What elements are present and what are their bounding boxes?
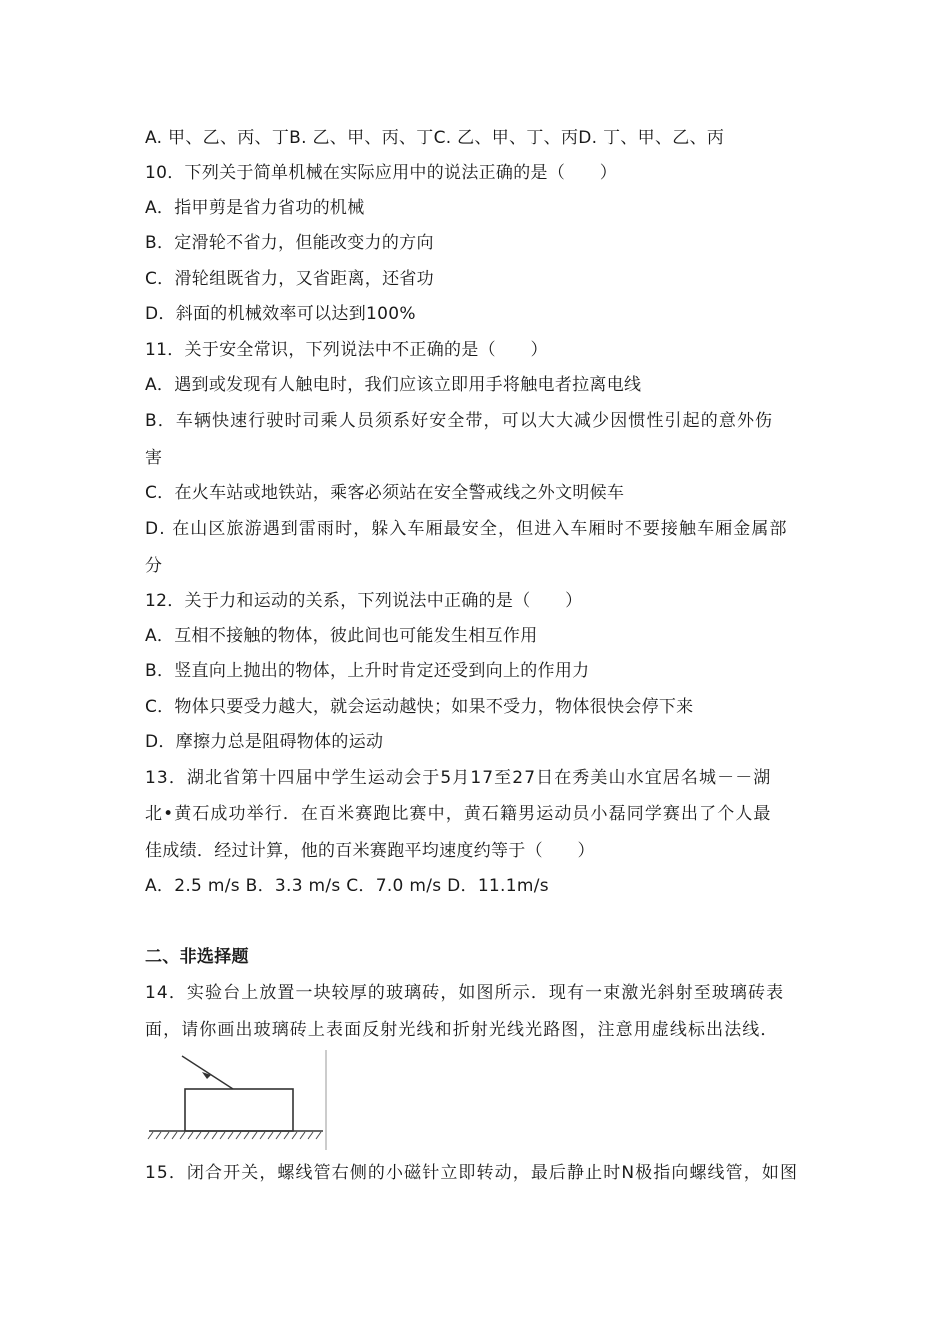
table-hatching xyxy=(148,1132,321,1139)
q9-options: A. 甲、乙、丙、丁B. 乙、甲、丙、丁C. 乙、甲、丁、丙D. 丁、甲、乙、丙 xyxy=(145,128,725,148)
glass-brick xyxy=(185,1089,293,1131)
q11-stem: 11．关于安全常识，下列说法中不正确的是（ ） xyxy=(145,340,548,360)
q11-option-d-line2: 分 xyxy=(145,556,163,576)
q13-stem-line1: 13．湖北省第十四届中学生运动会于5月17至27日在秀美山水宜居名城－－湖 xyxy=(145,768,772,788)
q14-stem-line1: 14．实验台上放置一块较厚的玻璃砖，如图所示．现有一束激光斜射至玻璃砖表 xyxy=(145,983,785,1003)
q13-stem-line2: 北•黄石成功举行．在百米赛跑比赛中，黄石籍男运动员小磊同学赛出了个人最 xyxy=(145,804,772,824)
q10-option-b: B．定滑轮不省力，但能改变力的方向 xyxy=(145,233,434,253)
q11-option-a: A．遇到或发现有人触电时，我们应该立即用手将触电者拉离电线 xyxy=(145,375,642,395)
q11-option-b-line1: B．车辆快速行驶时司乘人员须系好安全带，可以大大减少因惯性引起的意外伤 xyxy=(145,411,774,431)
q12-option-b: B．竖直向上抛出的物体，上升时肯定还受到向上的作用力 xyxy=(145,661,590,681)
section-title: 二、非选择题 xyxy=(145,947,249,967)
q10-option-d: D．斜面的机械效率可以达到100% xyxy=(145,304,416,324)
q13-stem-line3: 佳成绩．经过计算，他的百米赛跑平均速度约等于（ ） xyxy=(145,841,595,861)
q11-option-b-line2: 害 xyxy=(145,448,163,468)
q10-stem: 10．下列关于简单机械在实际应用中的说法正确的是（ ） xyxy=(145,163,618,183)
ray-arrow-icon xyxy=(202,1072,211,1079)
glass-brick-figure xyxy=(145,1050,335,1154)
q10-option-a: A．指甲剪是省力省功的机械 xyxy=(145,198,365,218)
q12-option-c: C．物体只要受力越大，就会运动越快；如果不受力，物体很快会停下来 xyxy=(145,697,694,717)
q11-option-d-line1: D. 在山区旅游遇到雷雨时，躲入车厢最安全，但进入车厢时不要接触车厢金属部 xyxy=(145,519,788,539)
q12-option-d: D．摩擦力总是阻碍物体的运动 xyxy=(145,732,384,752)
incident-ray xyxy=(182,1056,233,1089)
q14-stem-line2: 面，请你画出玻璃砖上表面反射光线和折射光线光路图，注意用虚线标出法线． xyxy=(145,1020,779,1040)
q10-option-c: C．滑轮组既省力，又省距离，还省功 xyxy=(145,269,434,289)
q12-option-a: A．互相不接触的物体，彼此间也可能发生相互作用 xyxy=(145,626,538,646)
q12-stem: 12．关于力和运动的关系，下列说法中正确的是（ ） xyxy=(145,591,583,611)
q13-options: A．2.5 m/s B．3.3 m/s C．7.0 m/s D．11.1m/s xyxy=(145,876,549,896)
q11-option-c: C．在火车站或地铁站，乘客必须站在安全警戒线之外文明候车 xyxy=(145,483,625,503)
q15-stem-line1: 15．闭合开关，螺线管右侧的小磁针立即转动，最后静止时N极指向螺线管，如图 xyxy=(145,1163,799,1183)
